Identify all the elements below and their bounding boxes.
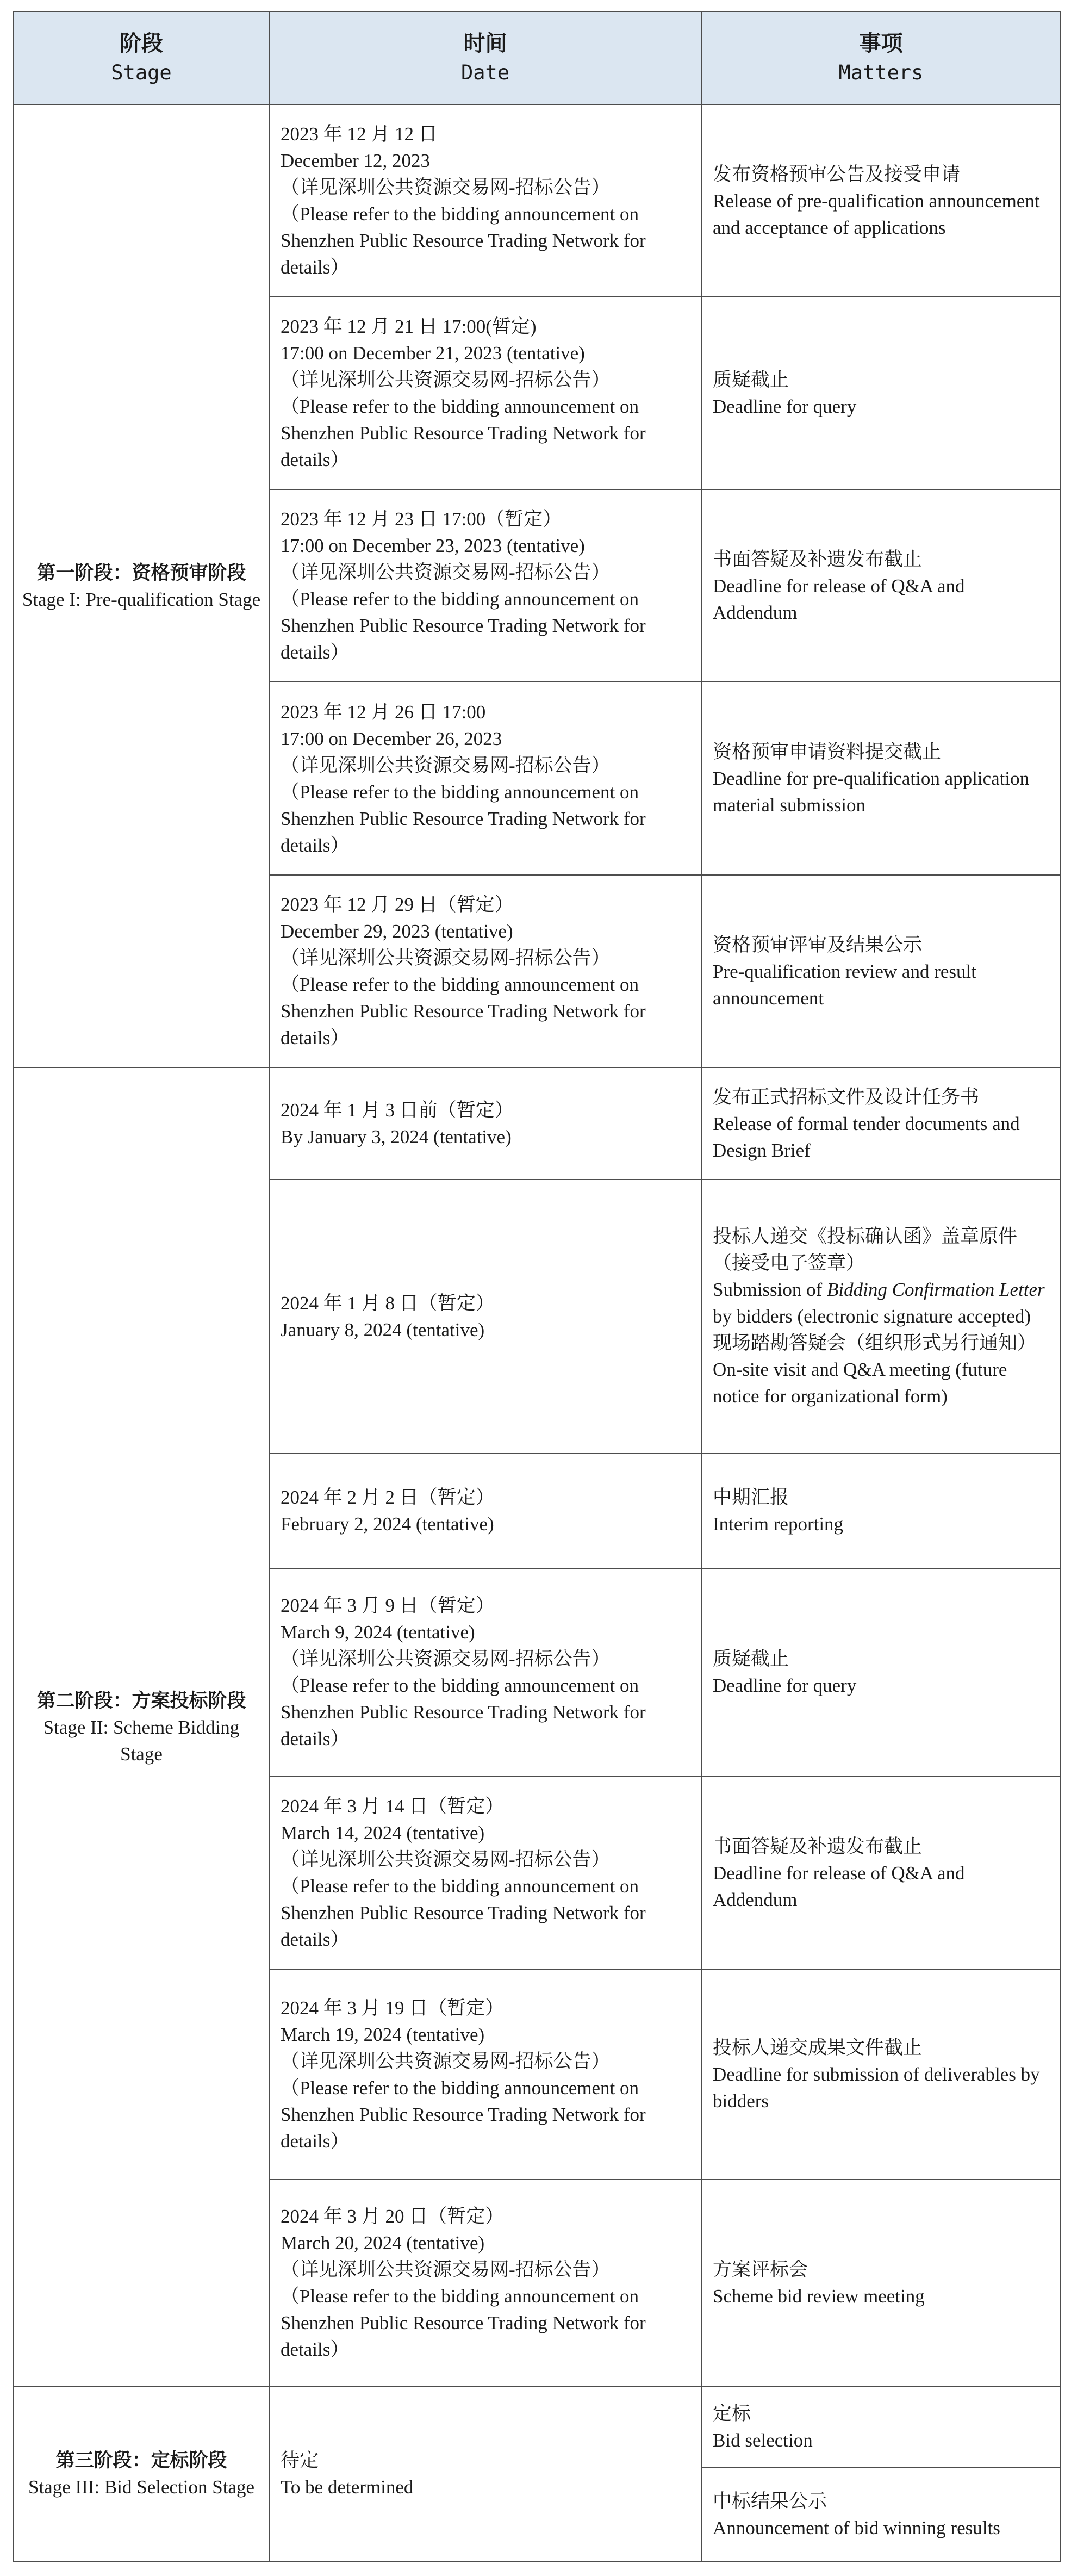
date-note-en: （Please refer to the bidding announcement on Shenzhen Public Resource Trading Network for details） [281,1876,646,1951]
matters-cell [701,2467,1061,2561]
date-note-zh: （详见深圳公共资源交易网-招标公告） [281,2259,611,2281]
table-header-row [14,11,1061,104]
header-date [269,11,701,104]
matters-cell [701,1568,1061,1777]
date-cell [269,1970,701,2180]
bidding-confirmation-letter-title: Bidding Confirmation Letter [827,1279,1045,1301]
date-en: March 19, 2024 (tentative) [281,2023,485,2045]
date-cell [269,2180,701,2387]
header-stage-en: Stage [111,60,172,84]
matter-en: Release of formal tender documents and Design Brief [713,1113,1020,1161]
date-note-en: （Please refer to the bidding announcement on Shenzhen Public Resource Trading Network for details） [281,1675,646,1750]
stage-3-title-en: Stage III: Bid Selection Stage [28,2476,255,2498]
date-zh: 2023 年 12 月 26 日 17:00 [281,701,486,723]
date-cell [269,1067,701,1180]
matter-en-suffix: by bidders (electronic signature accepted) [713,1306,1031,1327]
table-row [14,1067,1061,1180]
matter-en: Bid selection [713,2430,813,2451]
header-date-en: Date [460,60,510,84]
stage-3-title-zh: 第三阶段：定标阶段 [55,2450,227,2472]
date-zh: 2024 年 3 月 20 日（暂定） [281,2206,505,2227]
date-en: January 8, 2024 (tentative) [281,1319,485,1340]
matters-cell [701,2180,1061,2387]
matters-cell [701,1970,1061,2180]
stage-2-title-zh: 第二阶段：方案投标阶段 [36,1690,246,1711]
matters-cell [701,875,1061,1067]
date-note-en: （Please refer to the bidding announcement on Shenzhen Public Resource Trading Network for details） [281,781,646,856]
matters-cell [701,1067,1061,1180]
date-en: March 20, 2024 (tentative) [281,2232,485,2254]
stage-2-title-en: Stage II: Scheme Bidding Stage [43,1716,240,1765]
date-cell [269,1568,701,1777]
matter-zh: 方案评标会 [713,2259,808,2281]
matters-cell [701,489,1061,682]
matter-zh: 中期汇报 [713,1487,789,1509]
date-note-zh: （详见深圳公共资源交易网-招标公告） [281,562,611,584]
date-zh: 2024 年 3 月 9 日（暂定） [281,1595,495,1617]
matter-en: Interim reporting [713,1513,844,1535]
date-zh: 2024 年 1 月 3 日前（暂定） [281,1100,514,1121]
matter-en [713,1276,1049,1330]
stage-3-cell [14,2387,269,2561]
matters-cell [701,1453,1061,1568]
header-matters-zh: 事项 [859,30,903,56]
matter-zh-2: 现场踏勘答疑会（组织形式另行通知） [713,1332,1037,1354]
matter-en: Scheme bid review meeting [713,2286,925,2307]
date-en: March 14, 2024 (tentative) [281,1822,485,1844]
stage-1-title-en: Stage I: Pre-qualification Stage [22,588,261,610]
matter-en: Announcement of bid winning results [713,2517,1000,2538]
header-stage-zh: 阶段 [120,30,163,56]
schedule-table [13,11,1061,2562]
date-en: 17:00 on December 23, 2023 (tentative) [281,535,585,557]
date-cell [269,489,701,682]
date-cell [269,875,701,1067]
matters-cell [701,1180,1061,1453]
matters-cell [701,104,1061,297]
matter-en: Deadline for query [713,396,857,418]
header-matters [701,11,1061,104]
date-zh: 2023 年 12 月 12 日 [281,123,438,145]
date-note-en: （Please refer to the bidding announcement on Shenzhen Public Resource Trading Network for details） [281,974,646,1049]
date-zh: 待定 [281,2450,319,2472]
date-note-zh: （详见深圳公共资源交易网-招标公告） [281,947,611,969]
date-en: To be determined [281,2476,414,2498]
matter-zh: 发布资格预审公告及接受申请 [713,163,961,185]
date-zh: 2024 年 2 月 2 日（暂定） [281,1487,495,1509]
date-en: February 2, 2024 (tentative) [281,1513,494,1535]
matter-zh: 发布正式招标文件及设计任务书 [713,1086,980,1108]
matter-zh: 资格预审评审及结果公示 [713,934,923,955]
date-cell [269,104,701,297]
matter-en: Deadline for pre-qualification application material submission [713,768,1030,816]
matter-en: Deadline for submission of deliverables by bidders [713,2064,1040,2112]
date-zh: 2023 年 12 月 23 日 17:00（暂定） [281,508,562,530]
matter-en: Pre-qualification review and result announcement [713,960,976,1009]
date-cell [269,682,701,875]
date-cell [269,297,701,489]
matters-cell [701,297,1061,489]
matter-en: Release of pre-qualification announcement and acceptance of applications [713,190,1040,238]
date-note-en: （Please refer to the bidding announcement on Shenzhen Public Resource Trading Network for details） [281,203,646,278]
date-note-zh: （详见深圳公共资源交易网-招标公告） [281,177,611,198]
matter-zh: 投标人递交成果文件截止 [713,2037,923,2059]
date-cell [269,2387,701,2561]
date-note-zh: （详见深圳公共资源交易网-招标公告） [281,1849,611,1871]
date-en: 17:00 on December 21, 2023 (tentative) [281,343,585,364]
date-cell [269,1180,701,1453]
matter-en: Deadline for query [713,1675,857,1697]
stage-1-title-zh: 第一阶段：资格预审阶段 [36,562,246,584]
date-note-zh: （详见深圳公共资源交易网-招标公告） [281,2050,611,2072]
date-en: December 29, 2023 (tentative) [281,921,513,942]
matter-zh: 质疑截止 [713,369,789,391]
date-note-en: （Please refer to the bidding announcement on Shenzhen Public Resource Trading Network for details） [281,396,646,471]
date-en: 17:00 on December 26, 2023 [281,728,502,749]
table-row [14,104,1061,297]
date-en: By January 3, 2024 (tentative) [281,1126,512,1148]
matter-zh: 书面答疑及补遗发布截止 [713,548,923,570]
matters-cell [701,2387,1061,2467]
matter-en-2: On-site visit and Q&A meeting (future notice for organizational form) [713,1359,1007,1407]
matters-cell [701,682,1061,875]
date-note-zh: （详见深圳公共资源交易网-招标公告） [281,754,611,776]
date-zh: 2023 年 12 月 21 日 17:00(暂定) [281,316,537,338]
matters-cell [701,1777,1061,1970]
matter-zh: 质疑截止 [713,1648,789,1670]
date-zh: 2024 年 1 月 8 日（暂定） [281,1292,495,1314]
table-row [14,2387,1061,2467]
date-en: March 9, 2024 (tentative) [281,1622,475,1643]
date-cell [269,1453,701,1568]
matter-zh: 定标 [713,2403,751,2425]
date-cell [269,1777,701,1970]
date-en: December 12, 2023 [281,150,431,172]
matter-en-prefix: Submission of [713,1279,827,1301]
header-date-zh: 时间 [463,30,507,56]
matter-zh: 书面答疑及补遗发布截止 [713,1835,923,1857]
date-note-zh: （详见深圳公共资源交易网-招标公告） [281,369,611,391]
header-stage [14,11,269,104]
header-matters-en: Matters [838,60,924,84]
stage-2-cell [14,1067,269,2387]
matter-zh: 资格预审申请资料提交截止 [713,741,942,763]
matter-zh: 投标人递交《投标确认函》盖章原件（接受电子签章） [713,1226,1018,1274]
matter-zh: 中标结果公示 [713,2490,827,2512]
date-zh: 2024 年 3 月 14 日（暂定） [281,1796,505,1817]
stage-1-cell [14,104,269,1067]
date-note-en: （Please refer to the bidding announcement on Shenzhen Public Resource Trading Network for details） [281,2286,646,2361]
date-note-zh: （详见深圳公共资源交易网-招标公告） [281,1648,611,1670]
date-note-en: （Please refer to the bidding announcement on Shenzhen Public Resource Trading Network for details） [281,588,646,663]
date-zh: 2024 年 3 月 19 日（暂定） [281,1997,505,2019]
date-note-en: （Please refer to the bidding announcement on Shenzhen Public Resource Trading Network for details） [281,2077,646,2152]
matter-en: Deadline for release of Q&A and Addendum [713,575,965,623]
date-zh: 2023 年 12 月 29 日（暂定） [281,894,514,916]
matter-en: Deadline for release of Q&A and Addendum [713,1862,965,1910]
